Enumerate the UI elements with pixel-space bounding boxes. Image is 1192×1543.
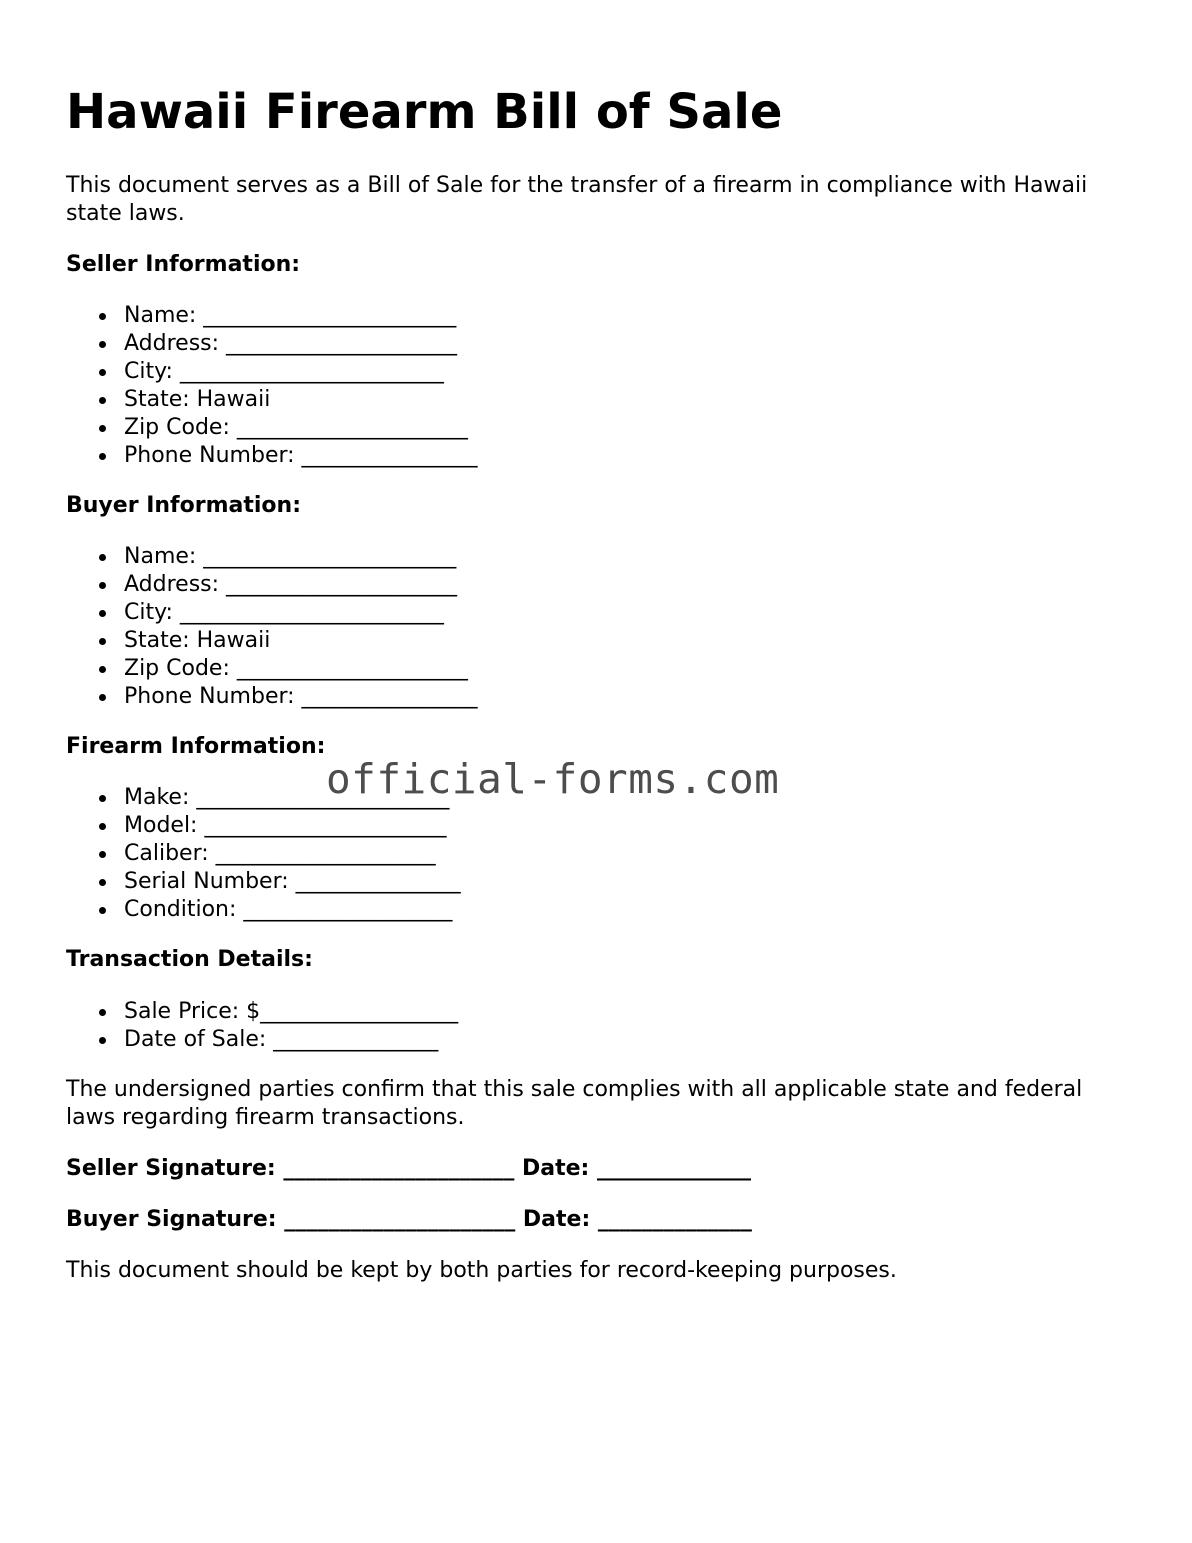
buyer-phone-field: Phone Number: ________________ [124,684,478,709]
seller-address-field: Address: _____________________ [124,330,478,358]
buyer-city-field: City: ________________________ [124,599,478,627]
intro-paragraph: This document serves as a Bill of Sale for the transfer of a firearm in compliance with Hawaii state laws. [66,173,1088,226]
page-title: Hawaii Firearm Bill of Sale [66,84,783,140]
firearm-heading: Firearm Information: [66,734,326,759]
sale-price-field: Sale Price: $__________________ [124,999,459,1024]
buyer-zip-field: Zip Code: _____________________ [124,655,478,683]
seller-heading: Seller Information: [66,252,301,277]
buyer-name-field: Name: _______________________ [124,543,478,571]
seller-zip-field: Zip Code: _____________________ [124,414,478,442]
firearm-make-field: Make: _______________________ [124,784,461,812]
transaction-heading: Transaction Details: [66,947,313,972]
date-of-sale-field: Date of Sale: _______________ [124,1026,458,1054]
seller-city-field: City: ________________________ [124,358,478,386]
transaction-list [66,998,458,1054]
firearm-caliber-field: Caliber: ____________________ [124,840,461,868]
firearm-serial-field: Serial Number: _______________ [124,869,461,894]
footer-note: This document should be kept by both parties for record-keeping purposes. [66,1258,897,1283]
seller-phone-field: Phone Number: ________________ [124,443,478,468]
buyer-list [66,543,478,711]
seller-state-field: State: Hawaii [124,386,478,414]
confirmation-paragraph: The undersigned parties confirm that this sale complies with all applicable state and federal laws regarding firearm transactions. [66,1077,1083,1130]
buyer-state-field: State: Hawaii [124,627,478,655]
firearm-model-field: Model: ______________________ [124,812,461,840]
buyer-signature-line: Buyer Signature: _____________________ Date: ______________ [66,1207,752,1232]
seller-list [66,302,478,470]
firearm-condition-field: Condition: ___________________ [124,896,461,924]
watermark: official-forms.com [326,755,780,803]
buyer-heading: Buyer Information: [66,493,301,518]
seller-name-field: Name: _______________________ [124,302,478,330]
buyer-address-field: Address: _____________________ [124,571,478,599]
firearm-list [66,784,461,924]
seller-signature-line: Seller Signature: _____________________ Date: ______________ [66,1156,751,1181]
